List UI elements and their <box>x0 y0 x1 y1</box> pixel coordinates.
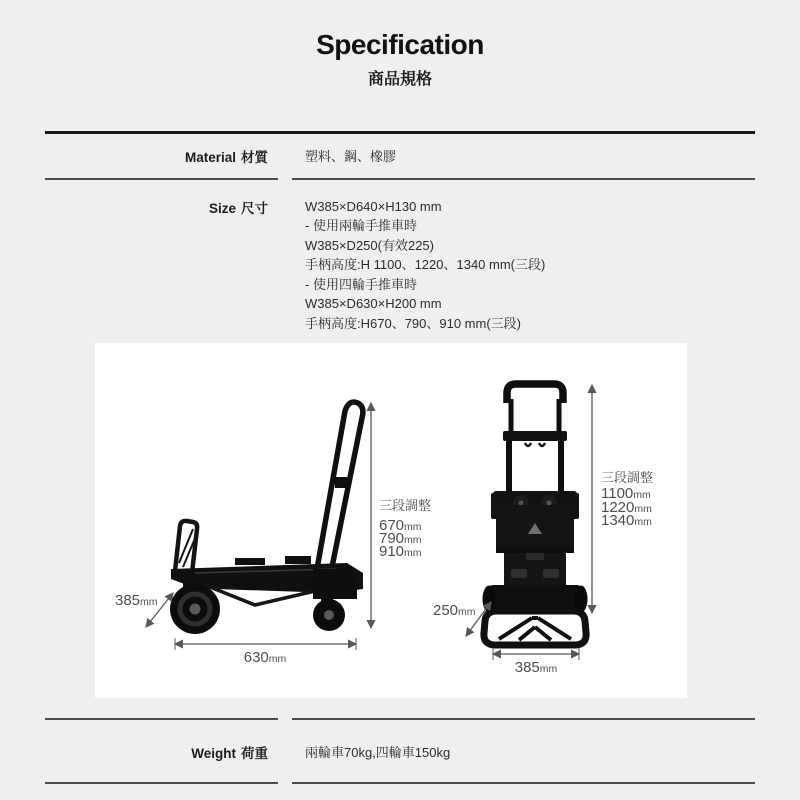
two-wheel-height-dimension <box>371 403 431 628</box>
spec-page <box>45 0 755 784</box>
four-wheel-height-3: 1340mm <box>601 512 652 530</box>
spec-row-weight <box>45 720 755 782</box>
two-wheel-height-2: 790mm <box>379 530 422 548</box>
size-value <box>292 180 755 334</box>
two-wheel-cart-illustration <box>170 402 363 634</box>
column-gap <box>278 180 292 334</box>
weight-label-zh: 荷重 <box>241 746 268 762</box>
product-diagram <box>95 343 687 698</box>
four-wheel-height-dimension <box>592 385 653 613</box>
product-diagram-panel <box>95 343 687 698</box>
two-wheel-length-dimension <box>175 638 356 666</box>
page-header <box>45 0 755 89</box>
two-wheel-depth-dimension <box>115 592 173 627</box>
size-line: 手柄高度:H 1100、1220、1340 mm(三段) <box>305 257 546 273</box>
weight-label <box>45 720 278 782</box>
size-label <box>45 180 278 334</box>
spec-row-material <box>45 134 755 178</box>
size-label-zh: 尺寸 <box>241 200 268 216</box>
four-wheel-adjust-label: 三段調整 <box>601 470 654 486</box>
two-wheel-adjust-label: 三段調整 <box>379 498 432 514</box>
size-line: 手柄高度:H670、790、910 mm(三段) <box>305 315 521 331</box>
four-wheel-cart-illustration <box>483 384 588 645</box>
size-line: W385×D250(有效225) <box>305 237 434 253</box>
size-label-en: Size <box>208 200 236 216</box>
spec-row-size <box>45 180 755 334</box>
spec-table <box>45 131 755 785</box>
weight-value: 兩輪車70kg,四輪車150kg <box>305 745 451 761</box>
four-wheel-width-dimension <box>493 648 579 676</box>
page-subtitle: 商品規格 <box>367 70 432 88</box>
four-wheel-height-2: 1220mm <box>601 499 652 517</box>
material-label-en: Material <box>184 149 236 165</box>
two-wheel-height-1: 670mm <box>379 517 422 535</box>
material-label <box>45 134 278 178</box>
material-label-zh: 材質 <box>241 149 268 165</box>
page-title: Specification <box>316 29 484 60</box>
column-gap <box>278 720 292 782</box>
two-wheel-height-3: 910mm <box>379 543 422 561</box>
weight-label-en: Weight <box>191 746 236 762</box>
material-value: 塑料、鋼、橡膠 <box>305 148 397 164</box>
size-line: W385×D640×H130 mm <box>305 198 442 214</box>
row-divider <box>45 782 755 784</box>
two-wheel-depth-label: 385mm <box>115 592 158 610</box>
size-line: W385×D630×H200 mm <box>305 296 442 312</box>
four-wheel-height-1: 1100mm <box>601 485 651 503</box>
column-gap <box>278 134 292 178</box>
four-wheel-width-label: 385mm <box>514 659 558 677</box>
size-line: - 使用四輪手推車時 <box>305 276 417 292</box>
two-wheel-length-label: 630mm <box>243 649 287 667</box>
four-wheel-depth-label: 250mm <box>433 602 476 620</box>
size-line: - 使用兩輪手推車時 <box>305 218 417 234</box>
